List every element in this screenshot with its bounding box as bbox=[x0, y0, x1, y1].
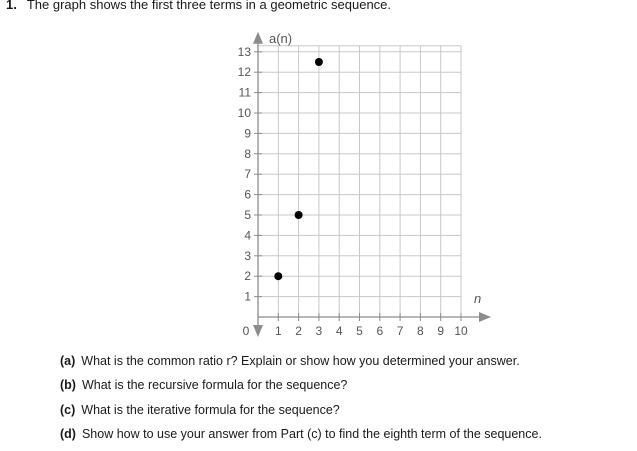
part-c-text: What is the iterative formula for the sequence? bbox=[81, 402, 340, 417]
y-tick-label: 8 bbox=[244, 146, 251, 161]
origin-label: 0 bbox=[242, 324, 250, 338]
y-axis-arrow-down bbox=[253, 325, 263, 337]
y-axis-arrow-up bbox=[253, 32, 263, 44]
part-a-text: What is the common ratio r? Explain or show how you determined your answer. bbox=[81, 354, 520, 368]
y-tick-label: 6 bbox=[244, 187, 251, 202]
question-text: The graph shows the first three terms in a geometric sequence. bbox=[26, 0, 392, 12]
x-tick-label: 8 bbox=[417, 324, 424, 338]
y-tick-label: 11 bbox=[238, 85, 251, 100]
x-tick-label: 7 bbox=[396, 324, 404, 338]
x-tick-label: 3 bbox=[315, 324, 323, 338]
part-d-label: (d) bbox=[60, 426, 76, 441]
x-axis-label: n bbox=[474, 291, 482, 306]
part-d-text: Show how to use your answer from Part (c) to find the eighth term of the sequence. bbox=[81, 426, 542, 441]
part-a-label: (a) bbox=[60, 354, 76, 368]
y-tick-label: 5 bbox=[244, 208, 251, 222]
data-point bbox=[295, 211, 303, 219]
y-tick-label: 13 bbox=[237, 44, 251, 59]
x-tick-label: 4 bbox=[335, 324, 343, 338]
part-b-text: What is the recursive formula for the sequence? bbox=[81, 378, 348, 393]
y-tick-label: 1 bbox=[244, 289, 251, 304]
y-tick-label: 9 bbox=[244, 126, 251, 141]
question-number: 1. bbox=[6, 0, 17, 12]
part-a bbox=[60, 352, 542, 376]
part-d bbox=[60, 425, 542, 449]
part-c-label: (c) bbox=[60, 402, 76, 417]
x-tick-label: 9 bbox=[437, 324, 445, 338]
y-tick-label: 4 bbox=[244, 228, 251, 243]
y-tick-label: 2 bbox=[244, 269, 251, 284]
y-axis-label: a(n) bbox=[269, 30, 293, 46]
y-tick-label: 3 bbox=[244, 248, 251, 263]
x-tick-label: 1 bbox=[274, 324, 282, 338]
y-tick-label: 10 bbox=[237, 106, 251, 120]
data-point bbox=[274, 272, 282, 280]
x-axis-arrow-right bbox=[479, 312, 491, 322]
part-b bbox=[60, 376, 542, 400]
data-point bbox=[315, 58, 323, 66]
x-tick-label: 10 bbox=[454, 324, 468, 338]
part-b-label: (b) bbox=[60, 378, 76, 393]
x-tick-label: 6 bbox=[376, 324, 384, 338]
part-c bbox=[60, 401, 542, 425]
y-tick-label: 12 bbox=[237, 65, 251, 80]
y-tick-label: 7 bbox=[244, 167, 251, 182]
x-tick-label: 2 bbox=[295, 324, 302, 338]
x-tick-label: 5 bbox=[356, 324, 363, 338]
question-parts bbox=[60, 352, 542, 449]
